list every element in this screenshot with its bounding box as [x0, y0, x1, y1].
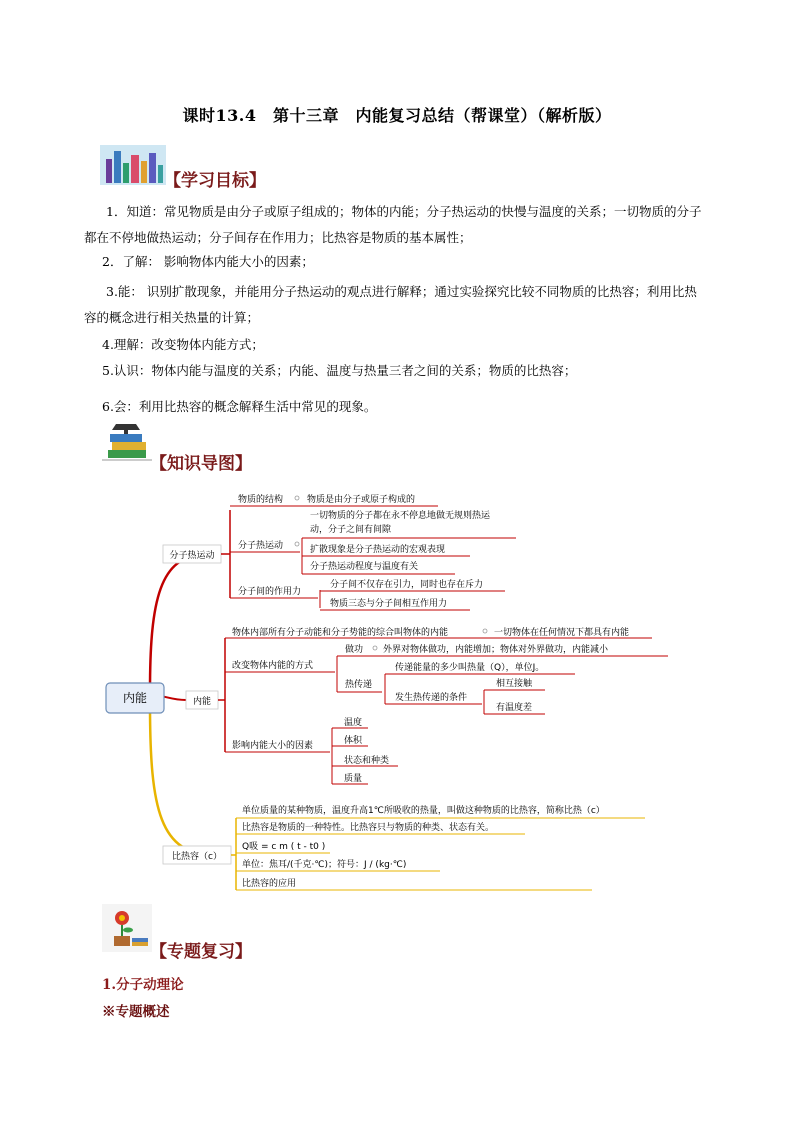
objective-2: 2．了解： 影响物体内能大小的因素； — [102, 254, 314, 269]
b2-d2-1: 做功 — [345, 645, 364, 655]
b1-c1-leaf: 物质是由分子或原子构成的 — [307, 495, 416, 505]
b1-c2: 分子热运动 — [238, 541, 284, 551]
b3-e1: 单位质量的某种物质，温度升高1℃所吸收的热量，叫做这种物质的比热容，简称比热（c） — [242, 806, 605, 816]
b1-c1: 物质的结构 — [238, 495, 284, 505]
b2-d1-leaf: 一切物体在任何情况下都具有内能 — [494, 628, 630, 638]
b1-label: 分子热运动 — [169, 551, 215, 561]
objective-4: 4.理解：改变物体内能方式； — [102, 337, 264, 352]
b2-d2-2-b: 发生热传递的条件 — [395, 693, 468, 703]
b1-c3: 分子间的作用力 — [238, 587, 302, 597]
b2-d3: 影响内能大小的因素 — [232, 741, 314, 751]
b3-label: 比热容（c） — [172, 852, 222, 862]
mindmap-heading: 【知识导图】 — [150, 454, 252, 474]
b2-d2-1-leaf: 外界对物体做功，内能增加；物体对外界做功，内能减小 — [383, 645, 609, 655]
b1-c3-leaf1: 分子间不仅存在引力，同时也存在斥力 — [330, 580, 484, 590]
objective-3: 3.能： 识别扩散现象，并能用分子热运动的观点进行解释；通过实验探究比较不同物质的比热容；利用比热容的概念进行相关热量的计算； — [84, 284, 697, 325]
b2-d2-2-b1: 相互接触 — [496, 679, 533, 689]
page-title: 课时13.4 第十三章 内能复习总结（帮课堂）（解析版） — [182, 106, 612, 125]
review-sub1: 1.分子动理论 — [102, 977, 184, 993]
root-label: 内能 — [122, 691, 148, 705]
b3-e2: 比热容是物质的一种特性。比热容只与物质的种类、状态有关。 — [242, 823, 495, 833]
b2-d3-1: 温度 — [344, 718, 363, 728]
b1-c2-leaf1a: 一切物质的分子都在永不停息地做无规则热运 — [310, 511, 491, 521]
b2-d2-2: 热传递 — [345, 680, 373, 690]
b2-d1: 物体内部所有分子动能和分子势能的综合叫物体的内能 — [232, 628, 449, 638]
knowledge-mind-map — [0, 480, 794, 889]
books-city-icon — [100, 145, 166, 189]
b2-label: 内能 — [192, 697, 212, 707]
b2-d3-4: 质量 — [344, 774, 363, 784]
review-heading: 【专题复习】 — [150, 942, 252, 962]
objective-6: 6.会：利用比热容的概念解释生活中常见的现象。 — [102, 399, 377, 414]
b2-d2-2-a: 传递能量的多少叫热量（Q），单位J。 — [395, 663, 545, 673]
review-sub2: ※专题概述 — [102, 1004, 170, 1020]
b3-e5: 比热容的应用 — [242, 879, 297, 889]
b1-c2-leaf2: 扩散现象是分子热运动的宏观表现 — [310, 545, 446, 555]
b1-c2-leaf3: 分子热运动程度与温度有关 — [310, 562, 419, 572]
b1-c2-leaf1b: 动，分子之间有间隙 — [310, 525, 392, 535]
b2-d3-3: 状态和种类 — [344, 756, 390, 766]
b3-e4: 单位：焦耳/(千克·℃)；符号：J / (kg·℃) — [242, 860, 407, 870]
book-stack-icon — [102, 420, 152, 468]
objective-1: 1．知道：常见物质是由分子或原子组成的；物体的内能；分子热运动的快慢与温度的关系；一切物质的分子都在不停地做热运动；分子间存在作用力；比热容是物质的基本属性； — [84, 204, 702, 245]
b3-e3: Q吸 = c m ( t - t0 ) — [242, 842, 326, 852]
objective-5: 5.认识：物体内能与温度的关系；内能、温度与热量三者之间的关系；物质的比热容； — [102, 363, 577, 378]
b2-d2: 改变物体内能的方式 — [232, 661, 314, 671]
flower-pot-icon — [102, 904, 152, 956]
b1-c3-leaf2: 物质三态与分子间相互作用力 — [330, 599, 448, 609]
b2-d3-2: 体积 — [344, 736, 363, 746]
b2-d2-2-b2: 有温度差 — [496, 703, 533, 713]
objectives-heading: 【学习目标】 — [164, 171, 266, 191]
